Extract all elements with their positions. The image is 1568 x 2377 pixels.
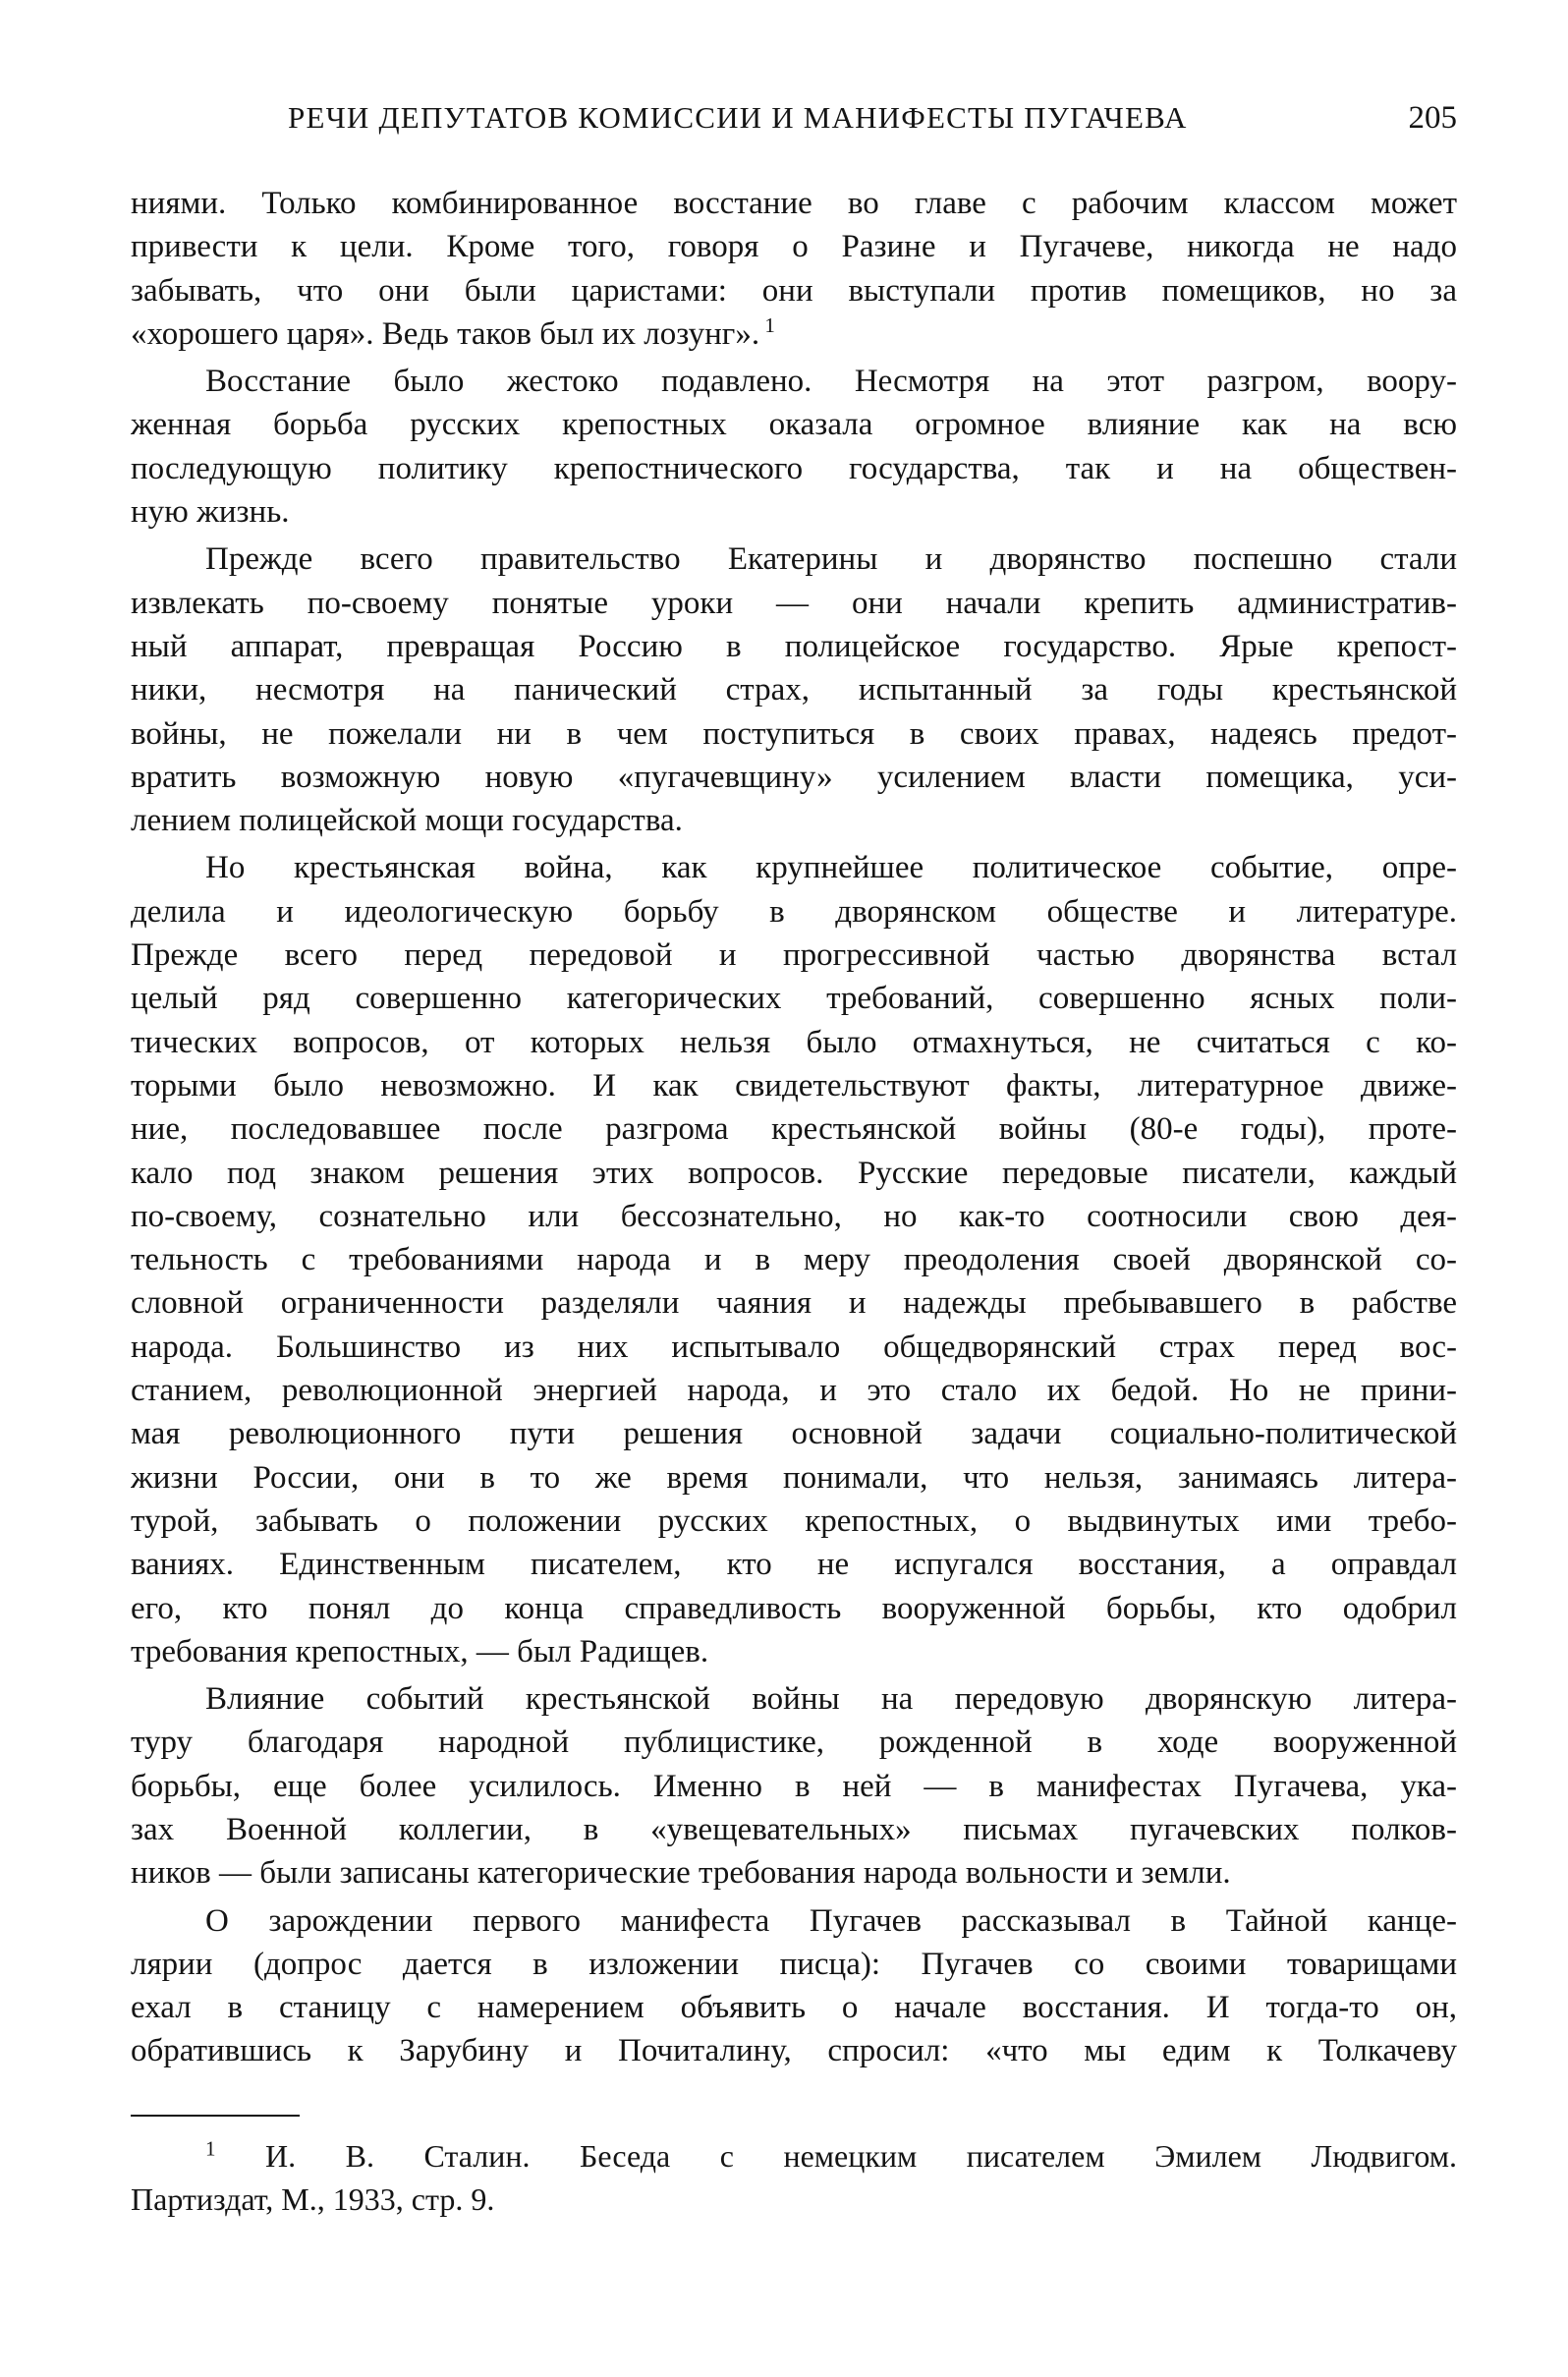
text-line (131, 360, 1457, 403)
text-line (131, 846, 1457, 889)
paragraph (131, 1899, 1457, 2073)
text-line (131, 1899, 1457, 1943)
text-line (131, 2029, 1457, 2072)
line-text: делила и идеологическую борьбу в дворянском обществе и литературе. (131, 893, 1457, 930)
text-line (131, 934, 1457, 977)
text-line (131, 1195, 1457, 1238)
footnote-line (131, 2134, 1457, 2178)
line-text: обратившись к Зарубину и Почиталину, спросил: «что мы едим к Толкачеву (131, 2033, 1457, 2069)
line-text: привести к цели. Кроме того, говоря о Разине и Пугачеве, никогда не надо (131, 229, 1457, 265)
line-text: станием, революционной энергией народа, и это стало их бедой. Но не прини- (131, 1373, 1457, 1409)
text-line (131, 1851, 1457, 1895)
text-line (131, 1986, 1457, 2029)
text-line (131, 225, 1457, 268)
line-text: ние, последовавшее после разгрома крестьянской войны (80-е годы), проте- (131, 1111, 1457, 1148)
line-text: мая революционного пути решения основной задачи социально-политической (131, 1416, 1457, 1452)
text-line (131, 1152, 1457, 1195)
text-line (131, 1721, 1457, 1764)
body-text (131, 182, 1457, 2073)
text-line (131, 403, 1457, 446)
line-text: кало под знаком решения этих вопросов. Русские передовые писатели, каждый (131, 1155, 1457, 1191)
text-line (131, 582, 1457, 625)
line-text: народа. Большинство из них испытывало общедворянский страх перед вос- (131, 1329, 1457, 1365)
line-text: извлекать по-своему понятые уроки — они начали крепить административ- (131, 585, 1457, 621)
line-text: Прежде всего правительство Екатерины и дворянство поспешно стали (205, 541, 1457, 578)
page-number: 205 (1408, 100, 1457, 136)
line-text: тических вопросов, от которых нельзя было отмахнуться, не считаться с ко- (131, 1024, 1457, 1060)
line-text: ники, несмотря на панический страх, испытанный за годы крестьянской (131, 672, 1457, 708)
line-text: забывать, что они были царистами: они выступали против помещиков, но за (131, 272, 1457, 309)
line-text: вратить возможную новую «пугачевщину» усилением власти помещика, уси- (131, 759, 1457, 795)
footnote-text: И. В. Сталин. Беседа с немецким писателем Эмилем Людвигом. (265, 2138, 1457, 2174)
text-line (131, 1765, 1457, 1808)
line-text: требования крепостных, — был Радищев. (131, 1633, 709, 1670)
line-text: Восстание было жестоко подавлено. Несмотря на этот разгром, воору- (205, 364, 1457, 400)
text-line (131, 1412, 1457, 1455)
paragraph (131, 846, 1457, 1673)
running-title: РЕЧИ ДЕПУТАТОВ КОМИССИИ И МАНИФЕСТЫ ПУГАЧЕВА (288, 100, 1188, 135)
text-line (131, 1369, 1457, 1412)
text-line (131, 269, 1457, 312)
line-text: турой, забывать о положении русских крепостных, о выдвинутых ими требо- (131, 1502, 1457, 1539)
text-line (131, 1238, 1457, 1281)
text-line (131, 1543, 1457, 1586)
line-text: Влияние событий крестьянской войны на передовую дворянскую литера- (205, 1681, 1457, 1718)
line-text: лярии (допрос дается в изложении писца): Пугачев со своими товарищами (131, 1946, 1457, 1982)
footnote-text: Партиздат, М., 1933, стр. 9. (131, 2181, 495, 2217)
text-line (131, 1456, 1457, 1500)
line-text: лением полицейской мощи государства. (131, 803, 683, 839)
line-text: жизни России, они в то же время понимали, что нельзя, занимаясь литера- (131, 1459, 1457, 1496)
line-text: словной ограниченности разделяли чаяния и надежды пребывавшего в рабстве (131, 1285, 1457, 1322)
text-line (131, 1677, 1457, 1721)
line-text: ваниях. Единственным писателем, кто не испугался восстания, а оправдал (131, 1547, 1457, 1583)
paragraph (131, 1677, 1457, 1895)
line-text: ников — были записаны категорические требования народа вольности и земли. (131, 1855, 1231, 1892)
line-text: тельность с требованиями народа и в меру преодоления своей дворянской со- (131, 1242, 1457, 1278)
text-line (131, 1943, 1457, 1986)
text-line (131, 1326, 1457, 1369)
text-line (131, 799, 1457, 842)
line-text: войны, не пожелали ни в чем поступиться в своих правах, надеясь предот- (131, 715, 1457, 752)
running-head (131, 100, 1457, 149)
line-text: ный аппарат, превращая Россию в полицейское государство. Ярые крепост- (131, 628, 1457, 664)
line-text: его, кто понял до конца справедливость вооруженной борьбы, кто одобрил (131, 1590, 1457, 1626)
text-line (131, 1630, 1457, 1673)
paragraph (131, 360, 1457, 534)
text-line (131, 1021, 1457, 1064)
line-text: туру благодаря народной публицистике, рожденной в ходе вооруженной (131, 1725, 1457, 1761)
line-text: по-своему, сознательно или бессознательно, но как-то соотносили свою дея- (131, 1198, 1457, 1234)
line-text: борьбы, еще более усилилось. Именно в ней — в манифестах Пугачева, ука- (131, 1768, 1457, 1804)
text-line (131, 490, 1457, 534)
line-text: зах Военной коллегии, в «увещевательных» письмах пугачевских полков- (131, 1811, 1457, 1847)
line-text: Прежде всего перед передовой и прогрессивной частью дворянства встал (131, 937, 1457, 974)
line-text: Но крестьянская война, как крупнейшее политическое событие, опре- (205, 850, 1457, 886)
text-line (131, 668, 1457, 711)
line-text: ехал в станицу с намерением объявить о начале восстания. И тогда-то он, (131, 1990, 1457, 2026)
line-text: женная борьба русских крепостных оказала огромное влияние как на всю (131, 407, 1457, 443)
text-line (131, 756, 1457, 799)
footnote-divider (131, 2115, 300, 2117)
line-text: ниями. Только комбинированное восстание во главе с рабочим классом может (131, 186, 1457, 221)
text-line (131, 182, 1457, 225)
text-line (131, 1808, 1457, 1851)
footnotes (131, 2134, 1457, 2221)
footnote (131, 2134, 1457, 2221)
line-text: ную жизнь. (131, 494, 290, 531)
text-line (131, 977, 1457, 1020)
footnote-reference[interactable]: 1 (759, 312, 775, 337)
footnote-marker: 1 (205, 2136, 216, 2161)
text-line (131, 1587, 1457, 1630)
text-line (131, 1281, 1457, 1325)
paragraph (131, 182, 1457, 356)
text-line (131, 890, 1457, 934)
paragraph (131, 538, 1457, 842)
text-line (131, 1064, 1457, 1107)
text-line (131, 1500, 1457, 1543)
line-text: торыми было невозможно. И как свидетельствуют факты, литературное движе- (131, 1067, 1457, 1104)
line-text: «хорошего царя». Ведь таков был их лозунг». (131, 315, 760, 352)
text-line (131, 447, 1457, 490)
line-text: целый ряд совершенно категорических требований, совершенно ясных поли- (131, 981, 1457, 1017)
text-line (131, 1107, 1457, 1151)
line-text: последующую политику крепостнического государства, так и на обществен- (131, 450, 1457, 486)
text-line (131, 712, 1457, 756)
text-line (131, 625, 1457, 668)
text-line (131, 538, 1457, 581)
text-line (131, 312, 1457, 356)
line-text: О зарождении первого манифеста Пугачев рассказывал в Тайной канце- (205, 1902, 1457, 1939)
footnote-line (131, 2178, 1457, 2221)
